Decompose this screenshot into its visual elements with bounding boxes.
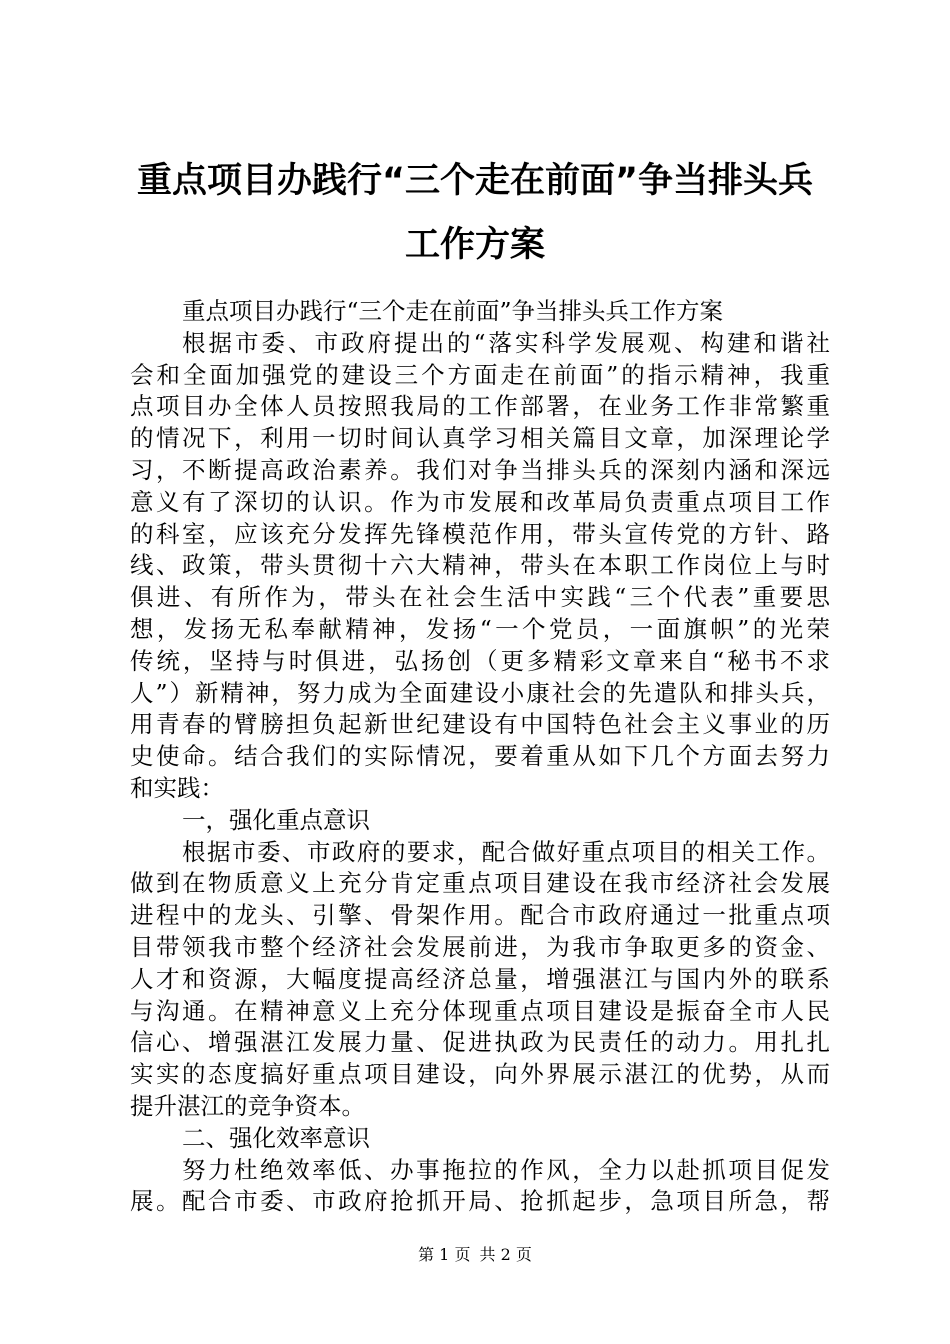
- body-line: 根据市委、市政府的要求，配合做好重点项目的相关工作。: [182, 837, 830, 866]
- section-heading: 一，强化重点意识: [182, 805, 370, 834]
- body-line: 信心、增强湛江发展力量、促进执政为民责任的动力。用扎扎: [130, 1028, 830, 1057]
- body-line: 会和全面加强党的建设三个方面走在前面”的指示精神，我重: [130, 360, 830, 389]
- section-heading: 重点项目办践行“三个走在前面”争当排头兵工作方案: [182, 297, 724, 325]
- body-line: 和实践：: [130, 773, 224, 802]
- body-line: 史使命。结合我们的实际情况，要着重从如下几个方面去努力: [130, 742, 830, 771]
- body-line: 用青春的臂膀担负起新世纪建设有中国特色社会主义事业的历: [130, 710, 830, 739]
- body-line: 意义有了深切的认识。作为市发展和改革局负责重点项目工作: [130, 487, 830, 516]
- body-line: 提升湛江的竞争资本。: [130, 1091, 365, 1120]
- body-line: 线、政策，带头贯彻十六大精神，带头在本职工作岗位上与时: [130, 551, 830, 580]
- page-total: 共 2 页: [479, 1245, 532, 1264]
- body-line: 展。配合市委、市政府抢抓开局、抢抓起步，急项目所急，帮: [130, 1187, 830, 1216]
- body-line: 的情况下，利用一切时间认真学习相关篇目文章，加深理论学: [130, 424, 830, 453]
- body-line: 的科室，应该充分发挥先锋模范作用，带头宣传党的方针、路: [130, 519, 830, 548]
- body-line: 与沟通。在精神意义上充分体现重点项目建设是振奋全市人民: [130, 996, 830, 1025]
- body-line: 努力杜绝效率低、办事拖拉的作风，全力以赴抓项目促发: [182, 1155, 830, 1184]
- body-line: 根据市委、市政府提出的“落实科学发展观、构建和谐社: [182, 328, 830, 357]
- body-line: 人”）新精神，努力成为全面建设小康社会的先遣队和排头兵，: [130, 678, 830, 707]
- section-heading: 二、强化效率意识: [182, 1123, 370, 1152]
- body-line: 实实的态度搞好重点项目建设，向外界展示湛江的优势，从而: [130, 1060, 830, 1089]
- body-line: 传统，坚持与时俱进，弘扬创（更多精彩文章来自“秘书不求: [130, 646, 830, 675]
- body-line: 俱进、有所作为，带头在社会生活中实践“三个代表”重要思: [130, 583, 830, 612]
- body-line: 做到在物质意义上充分肯定重点项目建设在我市经济社会发展: [130, 869, 830, 898]
- document-title-line-2: 工作方案: [404, 225, 545, 265]
- page-number: 第 1 页: [418, 1245, 471, 1264]
- body-line: 习，不断提高政治素养。我们对争当排头兵的深刻内涵和深远: [130, 455, 830, 484]
- document-body: [130, 296, 830, 1218]
- body-line: 目带领我市整个经济社会发展前进，为我市争取更多的资金、: [130, 932, 830, 961]
- body-line: 想，发扬无私奉献精神，发扬“一个党员，一面旗帜”的光荣: [130, 614, 830, 643]
- body-line: 点项目办全体人员按照我局的工作部署，在业务工作非常繁重: [130, 392, 830, 421]
- page-footer: [0, 1245, 950, 1265]
- body-line: 人才和资源，大幅度提高经济总量，增强湛江与国内外的联系: [130, 964, 830, 993]
- body-line: 进程中的龙头、引擎、骨架作用。配合市政府通过一批重点项: [130, 901, 830, 930]
- document-title-line-1: 重点项目办践行“三个走在前面”争当排头兵: [136, 161, 813, 201]
